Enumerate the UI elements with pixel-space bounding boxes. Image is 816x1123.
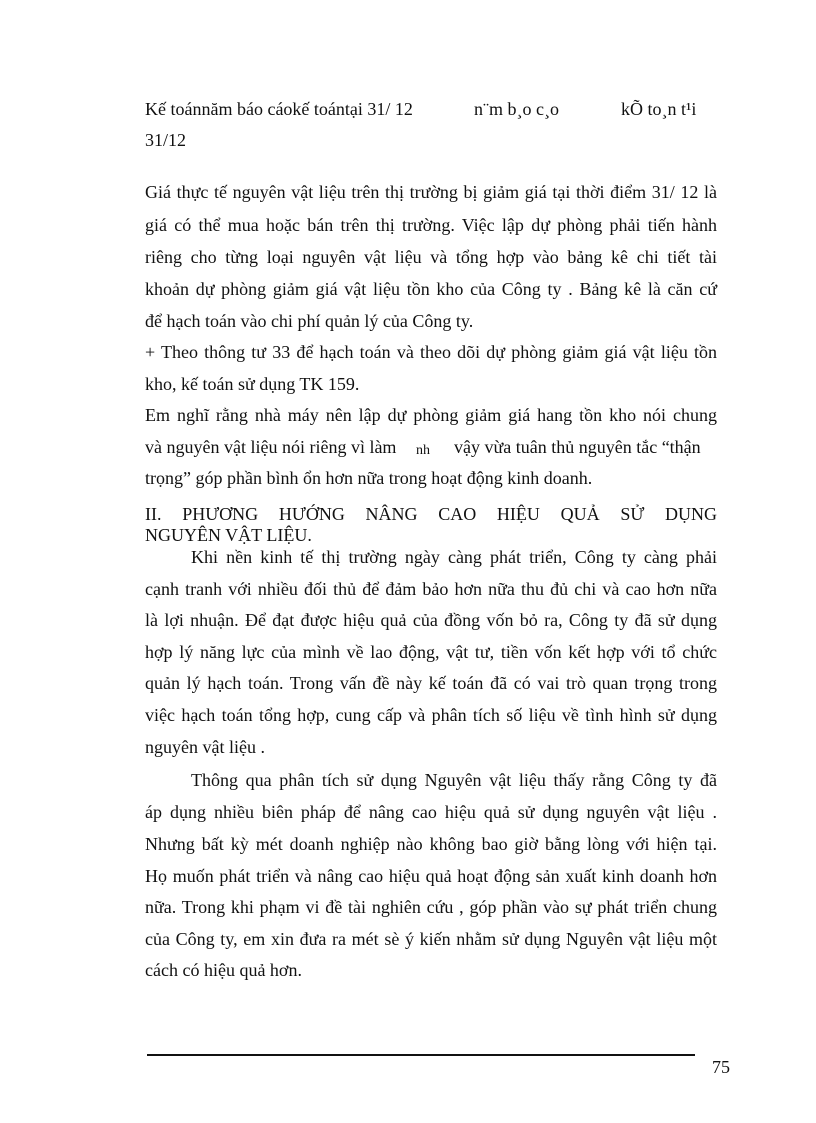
paragraph-5-line-6: của Công ty, em xin đưa ra mét sè ý kiến nhằm sử dụng Nguyên vật liệu một xyxy=(145,929,717,949)
paragraph-4-line-6: việc hạch toán tổng hợp, cung cấp và phân tích số liệu về tình hình sử dụng xyxy=(145,705,717,725)
top-line-1-part-2: n¨m b¸o c¸o xyxy=(474,99,559,119)
paragraph-4-line-4: hợp lý năng lực của mình về lao động, vật tư, tiền vốn kết hợp với tổ chức xyxy=(145,642,717,662)
paragraph-3-line-2-part-2: vậy vừa tuân thủ nguyên tắc “thận xyxy=(454,437,701,457)
paragraph-1-line-1: Giá thực tế nguyên vật liệu trên thị trường bị giảm giá tại thời điểm 31/ 12 là xyxy=(145,182,717,202)
paragraph-4-line-3: là lợi nhuận. Để đạt được hiệu quả của đồng vốn bỏ ra, Công ty đã sử dụng xyxy=(145,610,717,630)
top-line-2: 31/12 xyxy=(145,130,187,150)
paragraph-1-line-2: giá có thể mua hoặc bán trên thị trường. Việc lập dự phòng phải tiến hành xyxy=(145,215,717,235)
paragraph-5-line-5: nữa. Trong khi phạm vi đề tài nghiên cứu , góp phần vào sự phát triển chung xyxy=(145,897,717,917)
paragraph-3-line-1: Em nghĩ rằng nhà máy nên lập dự phòng giảm giá hang tồn kho nói chung xyxy=(145,405,717,425)
paragraph-5-line-1: Thông qua phân tích sử dụng Nguyên vật liệu thấy rằng Công ty đã xyxy=(191,770,717,790)
paragraph-1-line-4: khoản dự phòng giảm giá vật liệu tồn kho của Công ty . Bảng kê là căn cứ xyxy=(145,279,717,299)
paragraph-5-line-3: Nhưng bất kỳ mét doanh nghiệp nào không bao giờ bằng lòng với hiện tại. xyxy=(145,834,717,854)
paragraph-5-line-4: Họ muốn phát triển và nâng cao hiệu quả hoạt động sản xuất kinh doanh hơn xyxy=(145,866,717,886)
section-heading-line-2: NGUYÊN VẬT LIỆU. xyxy=(145,525,312,545)
paragraph-3-line-2-nh: nh xyxy=(416,443,430,458)
top-line-1-part-1: Kế toánnăm báo cáokế toántại 31/ 12 xyxy=(145,99,413,119)
paragraph-4-line-2: cạnh tranh với nhiều đối thủ để đảm bảo hơn nữa thu đủ chi và cao hơn nữa xyxy=(145,579,717,599)
section-heading-line-1: II. PHƯƠNG HƯỚNG NÂNG CAO HIỆU QUẢ SỬ DỤNG xyxy=(145,504,717,524)
page-number: 75 xyxy=(712,1057,730,1077)
paragraph-4-line-7: nguyên vật liệu . xyxy=(145,737,265,757)
paragraph-4-line-1: Khi nền kinh tế thị trường ngày càng phát triển, Công ty càng phải xyxy=(191,547,717,567)
footer-rule xyxy=(147,1054,695,1056)
paragraph-4-line-5: quản lý hạch toán. Trong vấn đề này kế toán đã có vai trò quan trọng trong xyxy=(145,673,717,693)
paragraph-3-line-3: trọng” góp phần bình ổn hơn nữa trong hoạt động kinh doanh. xyxy=(145,468,593,488)
paragraph-2-line-1: + Theo thông tư 33 để hạch toán và theo dõi dự phòng giảm giá vật liệu tồn xyxy=(145,342,717,362)
paragraph-2-line-2: kho, kế toán sử dụng TK 159. xyxy=(145,374,360,394)
paragraph-3-line-2-part-1: và nguyên vật liệu nói riêng vì làm xyxy=(145,437,397,457)
paragraph-5-line-2: áp dụng nhiều biên pháp để nâng cao hiệu quả sử dụng nguyên vật liệu . xyxy=(145,802,717,822)
paragraph-1-line-5: để hạch toán vào chi phí quản lý của Công ty. xyxy=(145,311,474,331)
paragraph-1-line-3: riêng cho từng loại nguyên vật liệu và tổng hợp vào bảng kê chi tiết tài xyxy=(145,247,717,267)
top-line-1-part-3: kÕ to¸n t¹i xyxy=(621,99,697,119)
paragraph-5-line-7: cách có hiệu quả hơn. xyxy=(145,960,302,980)
